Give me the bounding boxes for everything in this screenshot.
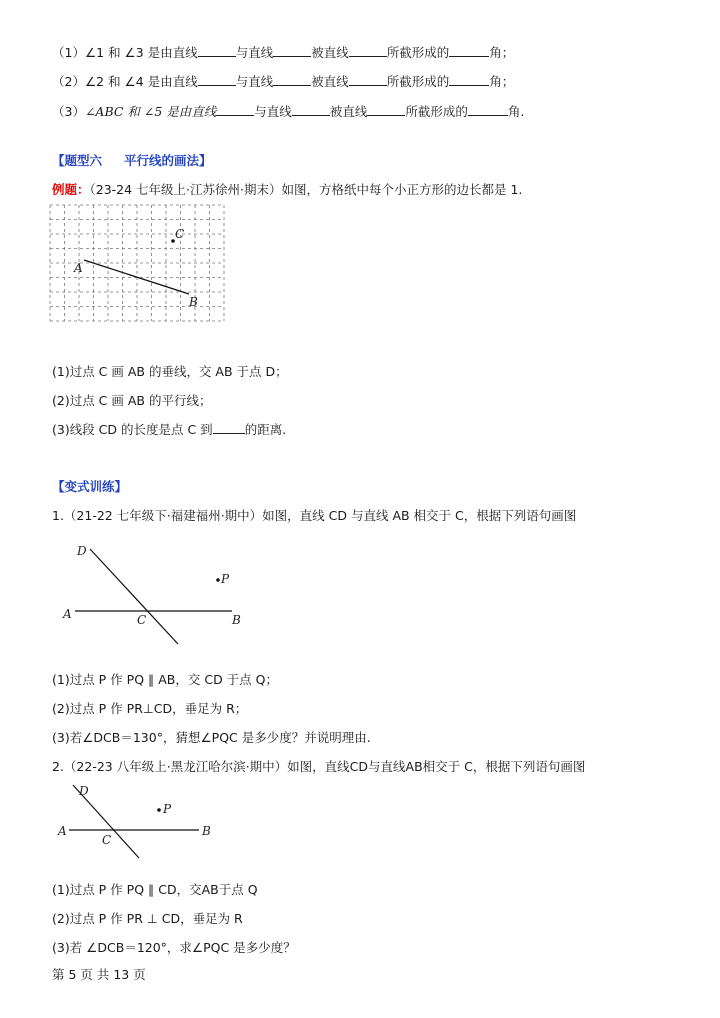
answer-blank[interactable] [273,44,311,57]
line-text: 与直线 [235,74,274,89]
q1-line-3 [52,102,524,120]
answer-blank[interactable] [216,103,254,116]
label-c: C [137,613,147,627]
line-text: 所截形成的 [405,104,468,119]
answer-blank[interactable] [292,103,330,116]
answer-blank[interactable] [213,421,245,434]
label-a: A [74,261,83,275]
answer-blank[interactable] [449,44,489,57]
line-cd [90,549,178,644]
line-text: 所截形成的 [386,45,450,60]
line-text: 角； [489,74,515,89]
line-text: 被直线 [311,74,349,89]
point-p [216,578,220,582]
line-text: 被直线 [311,45,349,60]
example-text: （23-24 七年级上·江苏徐州·期末）如图，方格纸中每个小正方形的边长都是 1. [89,182,523,197]
label-b: B [189,295,198,309]
line-text: 角. [507,104,525,119]
line-text: 被直线 [329,104,368,119]
line-text: ∠ABC 和 ∠5 是由直线 [84,104,217,119]
example-question-1: (1)过点 C 画 AB 的垂线，交 AB 于点 D； [52,364,288,379]
question-text: 的距离. [244,422,287,437]
heading-title: 平行线的画法 [124,153,200,168]
question-text: (3)线段 CD 的长度是点 C 到 [52,422,213,437]
variant-heading: 【变式训练】 [52,479,128,494]
problem1-question-1: (1)过点 P 作 PQ ∥ AB，交 CD 于点 Q； [52,672,278,687]
example-question-2: (2)过点 C 画 AB 的平行线； [52,393,212,408]
problem1-figure [60,540,260,640]
item-number: （2） [52,74,85,89]
example-prefix: 例题： [52,182,90,197]
problem2-figure [55,783,225,863]
label-a: A [58,824,67,838]
problem2-question-2: (2)过点 P 作 PR ⊥ CD，垂足为 R [52,911,243,926]
problem2-question-3: (3)若 ∠DCB＝120°，求∠PQC 是多少度？ [52,940,296,955]
point-p [157,808,161,812]
problem1-text: 1.（21-22 七年级下·福建福州·期中）如图，直线 CD 与直线 AB 相交于 C，根据下列语句画图 [52,508,577,523]
label-p: P [221,572,230,586]
problem1-question-2: (2)过点 P 作 PR⊥CD，垂足为 R； [52,701,248,716]
answer-blank[interactable] [349,44,387,57]
example-intro [52,180,522,198]
q1-line-2 [52,72,514,90]
section-heading [52,151,212,169]
answer-blank[interactable] [273,73,311,86]
line-text: 与直线 [254,104,292,119]
label-a: A [63,607,72,621]
item-number: （1） [52,45,85,60]
line-text: ∠2 和 ∠4 是由直线 [84,74,198,89]
line-text: 角； [489,45,515,60]
line-text: ∠1 和 ∠3 是由直线 [84,45,198,60]
label-d: D [77,544,87,558]
answer-blank[interactable] [449,73,489,86]
line-text: 所截形成的 [386,74,450,89]
answer-blank[interactable] [367,103,405,116]
label-d: D [79,784,89,798]
page-footer: 第 5 页 共 13 页 [52,967,146,982]
item-number: （3） [52,104,85,119]
problem2-text: 2.（22-23 八年级上·黑龙江哈尔滨·期中）如图，直线CD与直线AB相交于 C，根据下列语句画图 [52,759,586,774]
grid-figure [50,205,230,335]
line-text: 与直线 [235,45,274,60]
segment-ab [84,260,189,294]
example-question-3 [52,420,286,438]
heading-label: 题型六 [64,153,103,168]
answer-blank[interactable] [198,73,236,86]
heading-bracket: 】 [199,153,212,168]
label-c: C [175,227,185,241]
q1-line-1 [52,43,514,61]
heading-bracket: 【 [52,153,65,168]
label-b: B [202,824,211,838]
problem2-question-1: (1)过点 P 作 PQ ∥ CD，交AB于点 Q [52,882,258,897]
answer-blank[interactable] [198,44,236,57]
label-c: C [102,833,112,847]
answer-blank[interactable] [468,103,508,116]
label-b: B [232,613,241,627]
answer-blank[interactable] [349,73,387,86]
problem1-question-3: (3)若∠DCB＝130°，猜想∠PQC 是多少度？并说明理由. [52,730,371,745]
label-p: P [163,802,172,816]
